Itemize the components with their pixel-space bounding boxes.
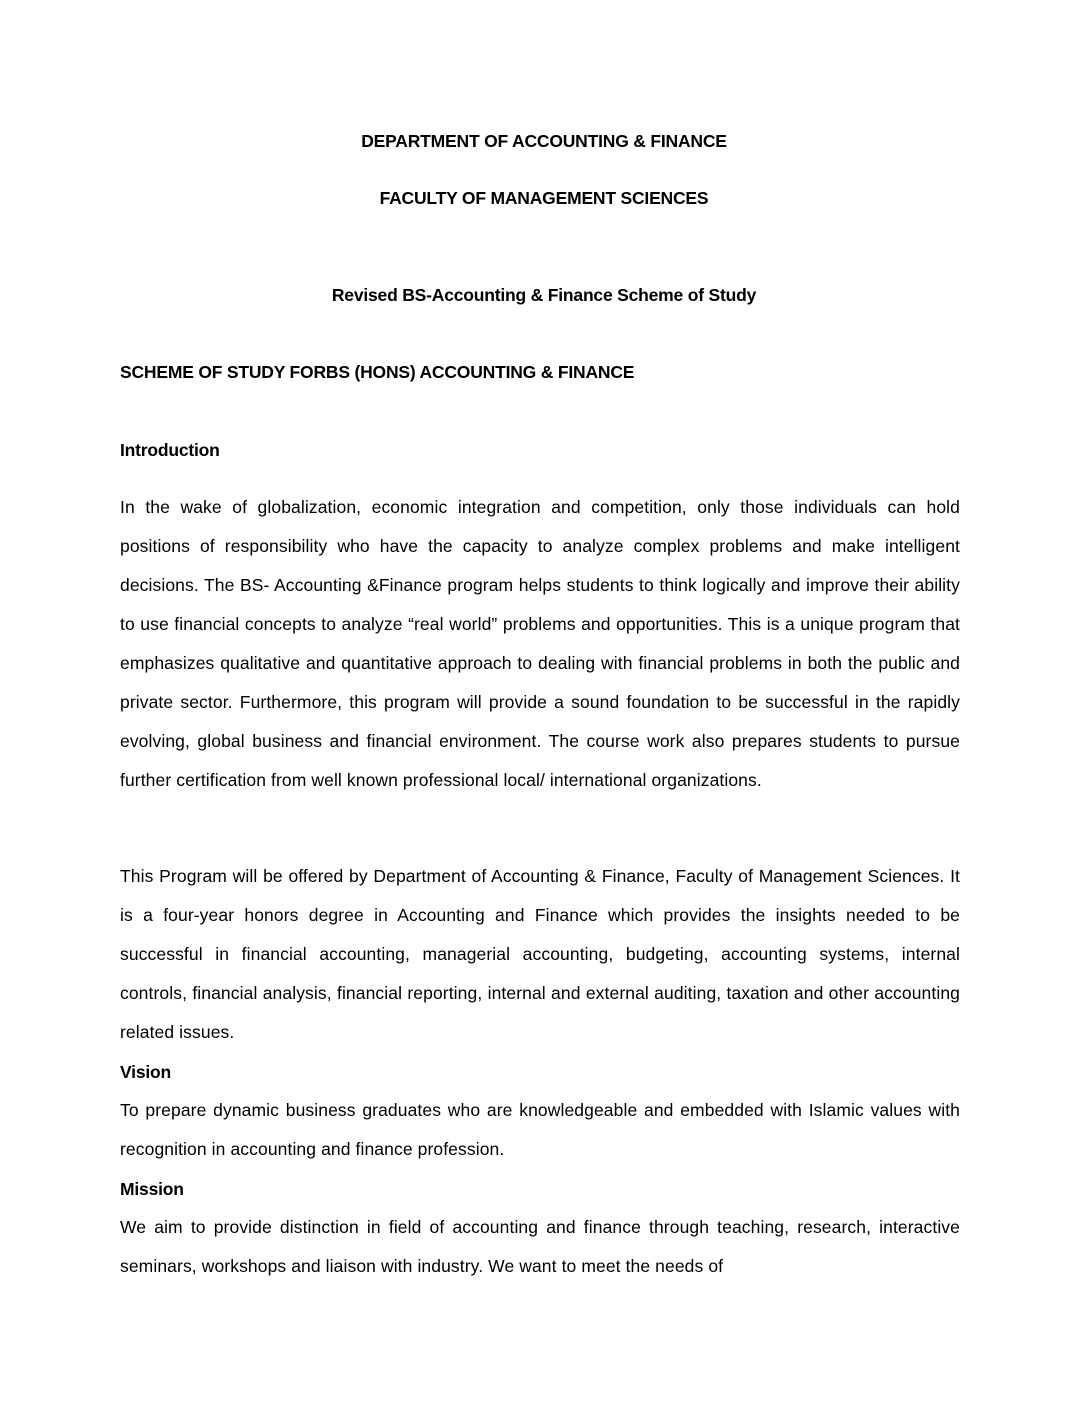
introduction-heading: Introduction: [120, 440, 220, 460]
introduction-paragraph-2: This Program will be offered by Department of Accounting & Finance, Faculty of Management Sciences. It is a four-year honors degree in Accounting and Finance which provides the insights needed to be successful in financial accounting, managerial accounting, budgeting, accounting systems, internal controls, financial analysis, financial reporting, internal and external auditing, taxation and other accounting related issues.: [120, 866, 960, 1042]
vision-text: To prepare dynamic business graduates who are knowledgeable and embedded with Islamic values with recognition in accounting and finance profession.: [120, 1100, 960, 1159]
mission-heading: Mission: [120, 1179, 184, 1199]
introduction-paragraph-1: In the wake of globalization, economic integration and competition, only those individuals can hold positions of responsibility who have the capacity to analyze complex problems and make intelligent decisions. The BS- Accounting &Finance program helps students to think logically and improve their ability to use financial concepts to analyze “real world” problems and opportunities. This is a unique program that emphasizes qualitative and quantitative approach to dealing with financial problems in both the public and private sector. Furthermore, this program will provide a sound foundation to be successful in the rapidly evolving, global business and financial environment. The course work also prepares students to pursue further certification from well known professional local/ international organizations.: [120, 497, 960, 790]
document-subtitle: Revised BS-Accounting & Finance Scheme of Study: [331, 285, 757, 305]
department-title: DEPARTMENT OF ACCOUNTING & FINANCE: [361, 131, 727, 151]
vision-heading: Vision: [120, 1062, 171, 1082]
scheme-title: SCHEME OF STUDY FORBS (HONS) ACCOUNTING & FINANCE: [120, 362, 635, 382]
mission-text: We aim to provide distinction in field of accounting and finance through teaching, research, interactive seminars, workshops and liaison with industry. We want to meet the needs of: [120, 1217, 960, 1276]
faculty-title: FACULTY OF MANAGEMENT SCIENCES: [379, 188, 709, 208]
